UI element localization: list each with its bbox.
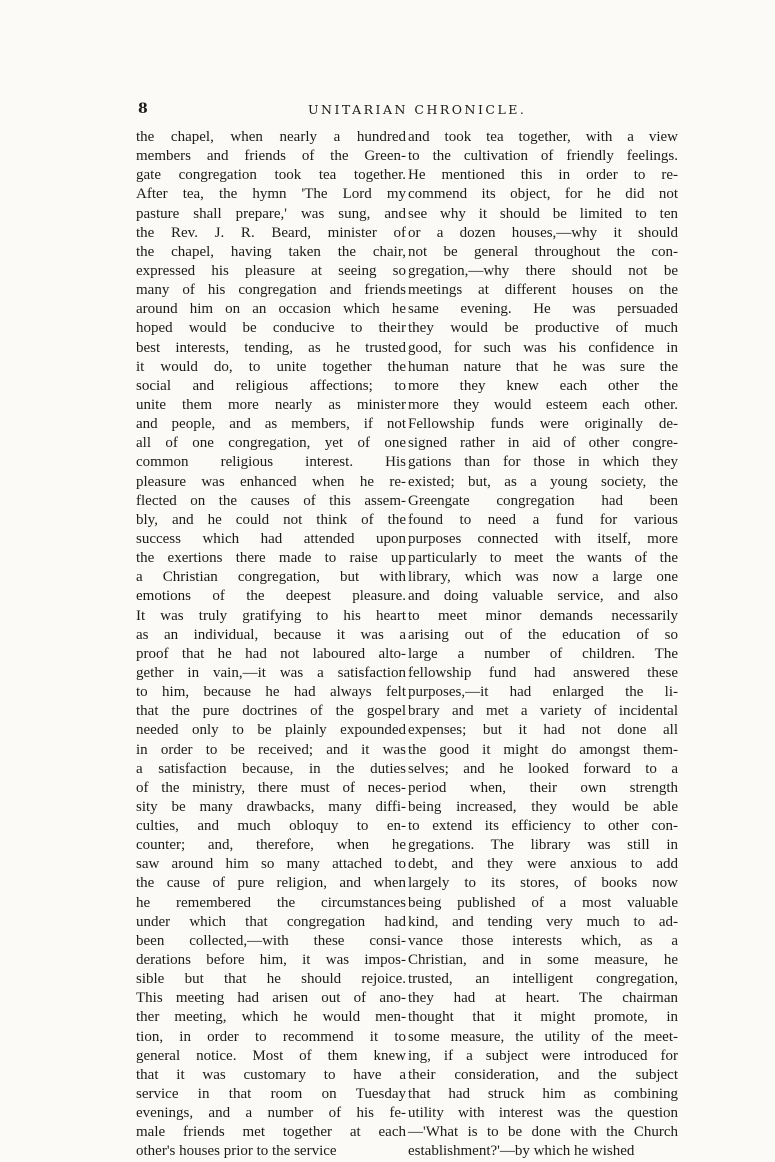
- text-line: meetings at different houses on the: [408, 282, 678, 299]
- text-line: large a number of children. The: [408, 645, 678, 662]
- text-line: gations than for those in which they: [408, 454, 678, 471]
- text-line: hoped would be conducive to their: [136, 320, 406, 337]
- text-line: sity be many drawbacks, many diffi-: [136, 798, 406, 815]
- text-line: —'What is to be done with the Church: [408, 1124, 678, 1141]
- page-header: [138, 101, 678, 123]
- text-line: ing, if a subject were introduced for: [408, 1047, 678, 1064]
- text-column-right: [408, 128, 678, 1160]
- text-line: particularly to meet the wants of the: [408, 550, 678, 567]
- text-line: emotions of the deepest pleasure.: [136, 588, 406, 605]
- text-line: a satisfaction because, in the duties: [136, 760, 406, 777]
- text-line: same evening. He was persuaded: [408, 301, 678, 318]
- text-line: It was truly gratifying to his heart: [136, 607, 406, 624]
- text-line: the chapel, having taken the chair,: [136, 243, 406, 260]
- text-line: thought that it might promote, in: [408, 1009, 678, 1026]
- text-line: some measure, the utility of the meet-: [408, 1028, 678, 1045]
- text-line: derations before him, it was impos-: [136, 952, 406, 969]
- text-line: purposes,—it had enlarged the li-: [408, 684, 678, 701]
- text-line: gregations. The library was still in: [408, 837, 678, 854]
- text-line: This meeting had arisen out of ano-: [136, 990, 406, 1007]
- text-line: their consideration, and the subject: [408, 1066, 678, 1083]
- text-line: pleasure was enhanced when he re-: [136, 473, 406, 490]
- text-line: gate congregation took tea together.: [136, 167, 406, 184]
- page-number: 8: [138, 101, 148, 117]
- text-line: a Christian congregation, but with: [136, 569, 406, 586]
- text-line: After tea, the hymn 'The Lord my: [136, 186, 406, 203]
- text-line: to extend its efficiency to other con-: [408, 818, 678, 835]
- text-line: it would do, to unite together the: [136, 358, 406, 375]
- text-line: commend its object, for he did not: [408, 186, 678, 203]
- text-line: flected on the causes of this assem-: [136, 492, 406, 509]
- text-line: he remembered the circumstances: [136, 894, 406, 911]
- text-line: of the ministry, there must of neces-: [136, 779, 406, 796]
- text-line: kind, and tending very much to ad-: [408, 913, 678, 930]
- text-line: evenings, and a number of his fe-: [136, 1105, 406, 1122]
- text-line: to meet minor demands necessarily: [408, 607, 678, 624]
- text-line: counter; and, therefore, when he: [136, 837, 406, 854]
- text-line: members and friends of the Green-: [136, 148, 406, 165]
- text-line: vance those interests which, as a: [408, 932, 678, 949]
- text-line: needed only to be plainly expounded: [136, 722, 406, 739]
- text-line: service in that room on Tuesday: [136, 1086, 406, 1103]
- text-line: more they knew each other the: [408, 377, 678, 394]
- text-line: not be general throughout the con-: [408, 243, 678, 260]
- text-column-left: [136, 128, 406, 1160]
- text-line: bly, and he could not think of the: [136, 511, 406, 528]
- text-line: to the cultivation of friendly feelings.: [408, 148, 678, 165]
- text-line: found to need a fund for various: [408, 511, 678, 528]
- text-line: debt, and they were anxious to add: [408, 856, 678, 873]
- text-line: Greengate congregation had been: [408, 492, 678, 509]
- text-line: Christian, and in some measure, he: [408, 952, 678, 969]
- text-line: success which had attended upon: [136, 530, 406, 547]
- text-line: all of one congregation, yet of one: [136, 435, 406, 452]
- text-line: the exertions there made to raise up: [136, 550, 406, 567]
- text-line: under which that congregation had: [136, 913, 406, 930]
- text-line: purposes connected with itself, more: [408, 530, 678, 547]
- text-line: see why it should be limited to ten: [408, 205, 678, 222]
- text-line: that had struck him as combining: [408, 1086, 678, 1103]
- text-line: utility with interest was the question: [408, 1105, 678, 1122]
- text-line: that it was customary to have a: [136, 1066, 406, 1083]
- text-line: that the pure doctrines of the gospel: [136, 703, 406, 720]
- text-line: to him, because he had always felt: [136, 684, 406, 701]
- text-line: common religious interest. His: [136, 454, 406, 471]
- text-line: male friends met together at each: [136, 1124, 406, 1141]
- text-line: Fellowship funds were originally de-: [408, 416, 678, 433]
- text-line: trusted, an intelligent congregation,: [408, 971, 678, 988]
- text-line: the Rev. J. R. Beard, minister of: [136, 224, 406, 241]
- text-line: sible but that he should rejoice.: [136, 971, 406, 988]
- text-line: the cause of pure religion, and when: [136, 875, 406, 892]
- text-line: arising out of the education of so: [408, 626, 678, 643]
- text-line: ther meeting, which he would men-: [136, 1009, 406, 1026]
- text-line: and took tea together, with a view: [408, 129, 678, 145]
- text-line: in order to be received; and it was: [136, 741, 406, 758]
- text-line: expressed his pleasure at seeing so: [136, 262, 406, 279]
- text-line: being published of a most valuable: [408, 894, 678, 911]
- text-line: library, which was now a large one: [408, 569, 678, 586]
- text-line: gether in vain,—it was a satisfaction: [136, 664, 406, 681]
- text-line: human nature that he was sure the: [408, 358, 678, 375]
- text-line: fellowship fund had answered these: [408, 664, 678, 681]
- text-line: as an individual, because it was a: [136, 626, 406, 643]
- text-line: other's houses prior to the service: [136, 1143, 337, 1160]
- text-line: He mentioned this in order to re-: [408, 167, 678, 184]
- text-line: signed rather in aid of other congre-: [408, 435, 678, 452]
- text-line: and doing valuable service, and also: [408, 588, 678, 605]
- text-line: saw around him so many attached to: [136, 856, 406, 873]
- text-line: the good it might do amongst them-: [408, 741, 678, 758]
- text-line: best interests, tending, as he trusted: [136, 339, 406, 356]
- text-line: selves; and he looked forward to a: [408, 760, 678, 777]
- text-line: largely to its stores, of books now: [408, 875, 678, 892]
- text-line: they would be productive of much: [408, 320, 678, 337]
- text-line: culties, and much obloquy to en-: [136, 818, 406, 835]
- text-line: many of his congregation and friends: [136, 282, 406, 299]
- text-line: brary and met a variety of incidental: [408, 703, 678, 720]
- text-line: or a dozen houses,—why it should: [408, 224, 678, 241]
- text-line: around him on an occasion which he: [136, 301, 406, 318]
- text-line: unite them more nearly as minister: [136, 396, 406, 413]
- text-line: the chapel, when nearly a hundred: [136, 129, 406, 145]
- text-line: proof that he had not laboured alto-: [136, 645, 406, 662]
- text-line: they had at heart. The chairman: [408, 990, 678, 1007]
- text-line: more they would esteem each other.: [408, 396, 678, 413]
- text-line: period when, their own strength: [408, 779, 678, 796]
- text-line: been collected,—with these consi-: [136, 932, 406, 949]
- text-line: social and religious affections; to: [136, 377, 406, 394]
- text-line: establishment?'—by which he wished: [408, 1143, 635, 1160]
- text-line: existed; but, as a young society, the: [408, 473, 678, 490]
- text-line: tion, in order to recommend it to: [136, 1028, 406, 1045]
- text-line: being increased, they would be able: [408, 798, 678, 815]
- text-line: gregation,—why there should not be: [408, 262, 678, 279]
- text-line: good, for such was his confidence in: [408, 339, 678, 356]
- running-title: UNITARIAN CHRONICLE.: [308, 102, 527, 117]
- text-line: general notice. Most of them knew: [136, 1047, 406, 1064]
- text-line: pasture shall prepare,' was sung, and: [136, 205, 406, 222]
- text-line: and people, and as members, if not: [136, 416, 406, 433]
- text-line: expenses; but it had not done all: [408, 722, 678, 739]
